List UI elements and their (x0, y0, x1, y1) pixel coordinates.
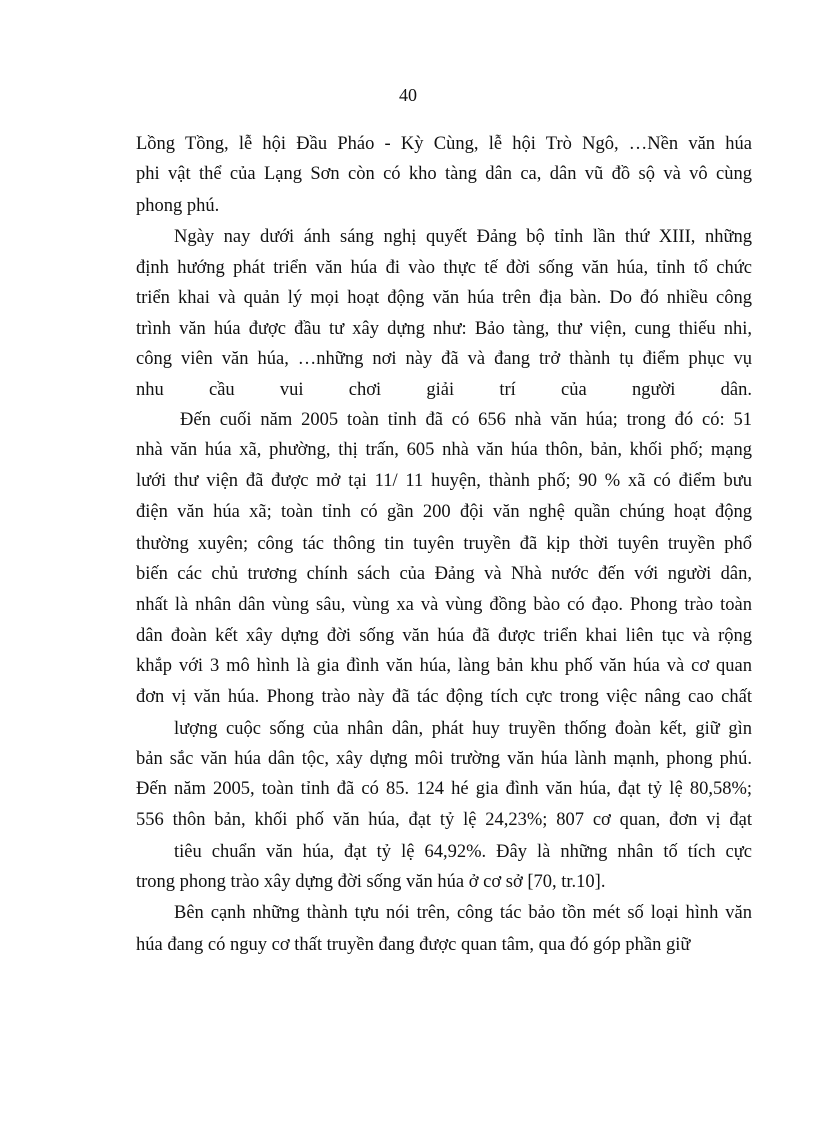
text-line: trình văn húa được đầu tư xây dựng như: Bảo tàng, thư viện, cung thiếu nhi, (136, 319, 752, 339)
text-line: nhu cầu vui chơi giải trí của người dân. (136, 380, 752, 400)
text-line: khắp với 3 mô hình là gia đình văn húa, làng bản khu phố văn húa và cơ quan (136, 656, 752, 676)
text-line: công viên văn húa, …những nơi này đã và đang trở thành tụ điểm phục vụ (136, 349, 752, 369)
text-line: lưới thư viện đã được mở tại 11/ 11 huyện, thành phố; 90 % xã có điểm bưu (136, 471, 752, 491)
text-line: lượng cuộc sống của nhân dân, phát huy truyền thống đoàn kết, giữ gìn (174, 719, 752, 739)
text-line: húa đang có nguy cơ thất truyền đang được quan tâm, qua đó góp phần giữ (136, 935, 691, 955)
text-line: phong phú. (136, 196, 220, 216)
text-line: Đến năm 2005, toàn tỉnh đã có 85. 124 hé gia đình văn húa, đạt tỷ lệ 80,58%; (136, 779, 752, 799)
page-number: 40 (399, 85, 417, 105)
text-line: 556 thôn bản, khối phố văn húa, đạt tỷ lệ 24,23%; 807 cơ quan, đơn vị đạt (136, 810, 752, 830)
text-line: phi vật thể của Lạng Sơn còn có kho tàng dân ca, dân vũ đồ sộ và vô cùng (136, 164, 752, 184)
text-line: dân đoàn kết xây dựng đời sống văn húa đã được triển khai liên tục và rộng (136, 626, 752, 646)
text-line: nhất là nhân dân vùng sâu, vùng xa và vùng đồng bào có đạo. Phong trào toàn (136, 595, 752, 615)
text-line: biến các chủ trương chính sách của Đảng và Nhà nước đến với người dân, (136, 564, 752, 584)
text-line: nhà văn húa xã, phường, thị trấn, 605 nhà văn húa thôn, bản, khối phố; mạng (136, 440, 752, 460)
text-line: thường xuyên; công tác thông tin tuyên truyền đã kịp thời tuyên truyền phổ (136, 534, 752, 554)
text-line: Lồng Tồng, lễ hội Đầu Pháo - Kỳ Cùng, lễ hội Trò Ngô, …Nền văn húa (136, 134, 752, 154)
text-line: bản sắc văn húa dân tộc, xây dựng môi trường văn húa lành mạnh, phong phú. (136, 749, 752, 769)
text-line: điện văn húa xã; toàn tỉnh có gần 200 đội văn nghệ quần chúng hoạt động (136, 502, 752, 522)
text-line: định hướng phát triển văn húa đi vào thực tế đời sống văn húa, tỉnh tổ chức (136, 258, 752, 278)
text-line: trong phong trào xây dựng đời sống văn húa ở cơ sở [70, tr.10]. (136, 872, 606, 892)
text-line: đơn vị văn húa. Phong trào này đã tác động tích cực trong việc nâng cao chất (136, 687, 752, 707)
text-line: tiêu chuẩn văn húa, đạt tỷ lệ 64,92%. Đây là những nhân tố tích cực (174, 842, 752, 862)
text-line: Đến cuối năm 2005 toàn tỉnh đã có 656 nhà văn húa; trong đó có: 51 (180, 410, 752, 430)
text-line: Ngày nay dưới ánh sáng nghị quyết Đảng bộ tỉnh lần thứ XIII, những (174, 227, 752, 247)
text-line: triển khai và quản lý mọi hoạt động văn húa trên địa bàn. Do đó nhiều công (136, 288, 752, 308)
text-line: Bên cạnh những thành tựu nói trên, công tác bảo tồn mét số loại hình văn (174, 903, 752, 923)
